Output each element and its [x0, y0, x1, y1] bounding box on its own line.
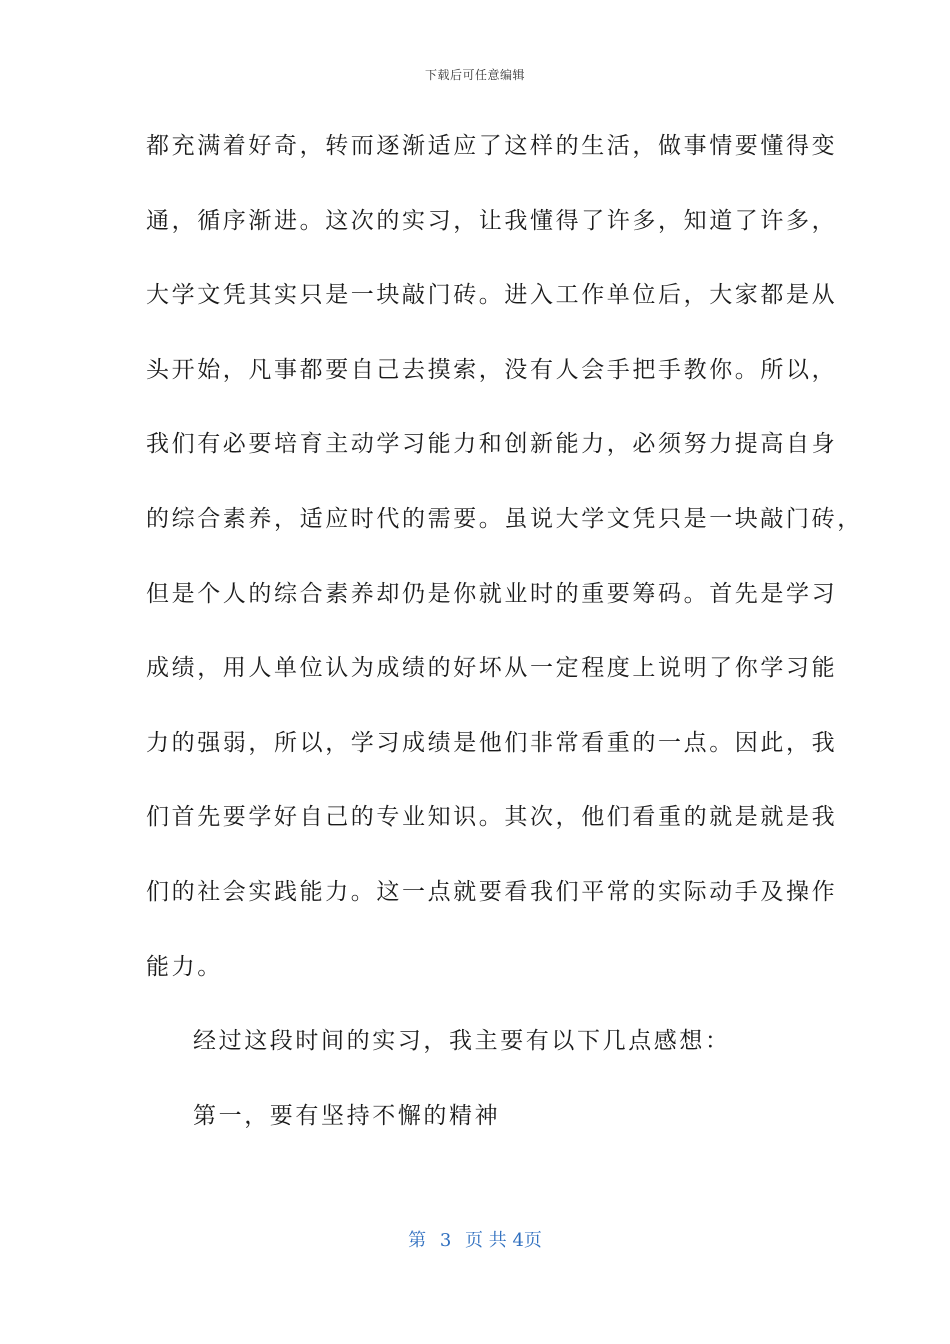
footer-suffix: 页 — [523, 1230, 542, 1251]
paragraph-line: 经过这段时间的实习，我主要有以下几点感想： — [193, 1028, 731, 1055]
document-body — [146, 124, 863, 1168]
paragraph-line: 力的强弱，所以，学习成绩是他们非常看重的一点。因此，我 — [146, 729, 838, 756]
paragraph-line: 头开始，凡事都要自己去摸索，没有人会手把手教你。所以， — [146, 356, 838, 383]
paragraph-line: 能力。 — [146, 953, 223, 980]
page-number-footer — [0, 1226, 950, 1252]
paragraph-line: 通，循序渐进。这次的实习，让我懂得了许多，知道了许多， — [146, 207, 838, 234]
footer-middle: 页 共 — [465, 1230, 507, 1251]
paragraph-line: 成绩，用人单位认为成绩的好坏从一定程度上说明了你学习能 — [146, 655, 838, 682]
page-header: 下载后可任意编辑 — [424, 68, 525, 82]
current-page-number: 3 — [439, 1230, 452, 1251]
footer-prefix: 第 — [408, 1230, 427, 1251]
paragraph-line: 们的社会实践能力。这一点就要看我们平常的实际动手及操作 — [146, 878, 838, 905]
paragraph-line: 的综合素养，适应时代的需要。虽说大学文凭只是一块敲门砖， — [146, 505, 863, 532]
paragraph-line: 大学文凭其实只是一块敲门砖。进入工作单位后，大家都是从 — [146, 282, 838, 309]
paragraph-line: 我们有必要培育主动学习能力和创新能力，必须努力提高自身 — [146, 431, 838, 458]
paragraph-line: 但是个人的综合素养却仍是你就业时的重要筹码。首先是学习 — [146, 580, 838, 607]
section-heading: 第一，要有坚持不懈的精神 — [193, 1102, 501, 1129]
paragraph-line: 们首先要学好自己的专业知识。其次，他们看重的就是就是我 — [146, 804, 838, 831]
paragraph-line: 都充满着好奇，转而逐渐适应了这样的生活，做事情要懂得变 — [146, 133, 838, 159]
total-pages-number: 4 — [512, 1230, 524, 1251]
